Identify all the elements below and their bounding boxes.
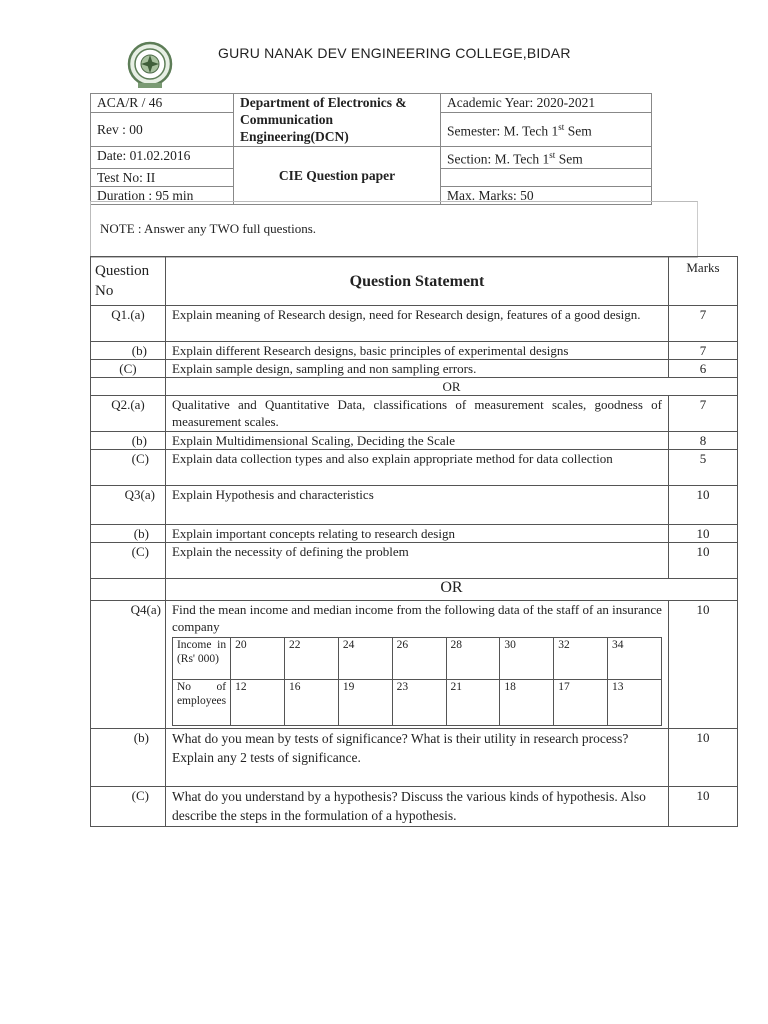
- col-question-statement: Question Statement: [165, 257, 668, 306]
- question-text: Explain meaning of Research design, need for Research design, features of a good design.: [165, 306, 668, 342]
- or-separator: OR: [165, 579, 737, 601]
- question-no: Q4(a): [91, 601, 166, 729]
- question-no: (C): [91, 360, 166, 378]
- or-separator: OR: [165, 378, 737, 396]
- question-marks: 10: [668, 543, 737, 579]
- section: Section: M. Tech 1st Sem: [441, 147, 652, 169]
- academic-year: Academic Year: 2020-2021: [441, 94, 652, 113]
- question-text: Explain Hypothesis and characteristics: [165, 486, 668, 525]
- department: Department of Electronics & Communication Engineering(DCN): [234, 94, 441, 147]
- question-marks: 8: [668, 432, 737, 450]
- employees-cell: 23: [392, 680, 446, 726]
- question-no: (b): [91, 525, 166, 543]
- income-cell: 34: [608, 638, 662, 680]
- or-blank: [91, 378, 166, 396]
- question-text: What do you mean by tests of significance? What is their utility in research process? Explain any 2 tests of significance.: [165, 729, 668, 787]
- income-table: [172, 637, 662, 726]
- question-marks: 7: [668, 306, 737, 342]
- income-cell: 22: [284, 638, 338, 680]
- question-marks: 7: [668, 342, 737, 360]
- question-no: (b): [91, 432, 166, 450]
- employees-row-label: No of employees: [172, 680, 230, 726]
- college-emblem-icon: [126, 40, 174, 90]
- question-text: Qualitative and Quantitative Data, classifications of measurement scales, goodness of measurement scales.: [165, 396, 668, 432]
- income-row-label: Income in (Rs' 000): [172, 638, 230, 680]
- question-no: (C): [91, 787, 166, 827]
- test-no: Test No: II: [91, 168, 234, 186]
- employees-cell: 16: [284, 680, 338, 726]
- question-marks: 5: [668, 450, 737, 486]
- or-blank: [91, 579, 166, 601]
- empty-cell: [441, 168, 652, 186]
- income-cell: 28: [446, 638, 500, 680]
- question-text: Explain Multidimensional Scaling, Deciding the Scale: [165, 432, 668, 450]
- employees-cell: 13: [608, 680, 662, 726]
- note-box: [90, 201, 698, 258]
- question-marks: 10: [668, 486, 737, 525]
- question-marks: 7: [668, 396, 737, 432]
- col-question-no: Question No: [91, 257, 166, 306]
- income-cell: 26: [392, 638, 446, 680]
- college-name: GURU NANAK DEV ENGINEERING COLLEGE,BIDAR: [218, 45, 571, 61]
- income-cell: 20: [231, 638, 285, 680]
- question-marks: 10: [668, 601, 737, 729]
- doc-code: ACA/R / 46: [91, 94, 234, 113]
- question-no: (b): [91, 342, 166, 360]
- paper-title: CIE Question paper: [234, 147, 441, 205]
- question-no: (C): [91, 543, 166, 579]
- question-text: Explain important concepts relating to research design: [165, 525, 668, 543]
- question-no: (C): [91, 450, 166, 486]
- employees-cell: 18: [500, 680, 554, 726]
- question-text: What do you understand by a hypothesis? Discuss the various kinds of hypothesis. Also describe the steps in the formulation of a hypothesis.: [165, 787, 668, 827]
- date: Date: 01.02.2016: [91, 147, 234, 169]
- question-no: Q1.(a): [91, 306, 166, 342]
- question-text: Explain data collection types and also explain appropriate method for data collection: [165, 450, 668, 486]
- income-cell: 24: [338, 638, 392, 680]
- question-text: Explain sample design, sampling and non sampling errors.: [165, 360, 668, 378]
- income-cell: 32: [554, 638, 608, 680]
- question-text: Find the mean income and median income from the following data of the staff of an insurance company: [171, 602, 662, 634]
- income-cell: 30: [500, 638, 554, 680]
- question-text: Explain different Research designs, basic principles of experimental designs: [165, 342, 668, 360]
- note: NOTE : Answer any TWO full questions.: [100, 221, 317, 236]
- col-marks: Marks: [668, 257, 737, 306]
- employees-cell: 19: [338, 680, 392, 726]
- semester: Semester: M. Tech 1st Sem: [441, 113, 652, 147]
- question-text-with-table: [165, 601, 668, 729]
- header-table: [90, 93, 652, 205]
- question-marks: 6: [668, 360, 737, 378]
- employees-cell: 12: [231, 680, 285, 726]
- question-marks: 10: [668, 729, 737, 787]
- revision: Rev : 00: [91, 113, 234, 147]
- question-marks: 10: [668, 787, 737, 827]
- employees-cell: 17: [554, 680, 608, 726]
- employees-cell: 21: [446, 680, 500, 726]
- question-text: Explain the necessity of defining the problem: [165, 543, 668, 579]
- question-no: (b): [91, 729, 166, 787]
- duration: Duration : 95 min: [91, 186, 234, 204]
- question-marks: 10: [668, 525, 737, 543]
- question-table: [90, 256, 738, 827]
- max-marks: Max. Marks: 50: [441, 186, 652, 204]
- question-no: Q2.(a): [91, 396, 166, 432]
- question-no: Q3(a): [91, 486, 166, 525]
